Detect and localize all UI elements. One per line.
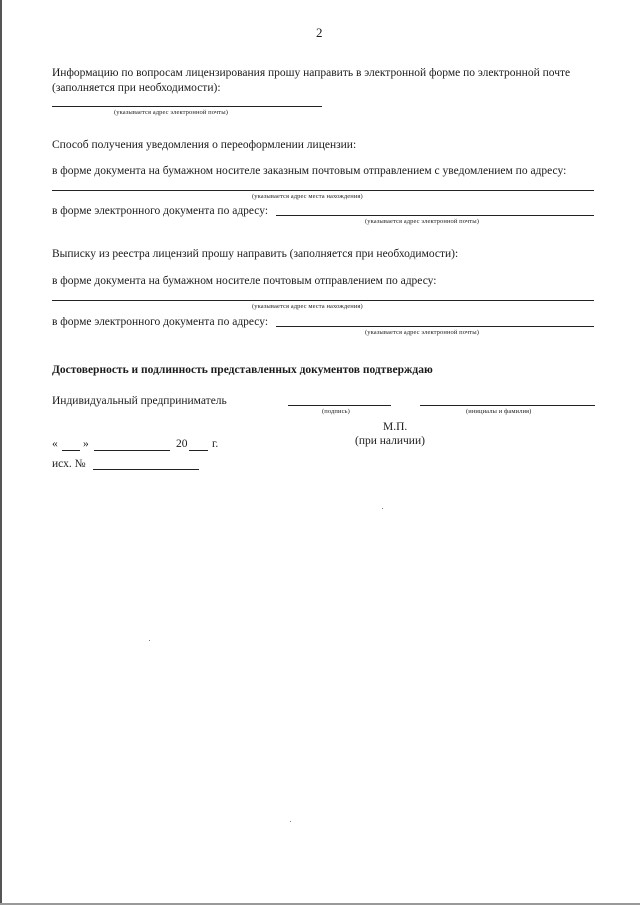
- stamp-note: (при наличии): [355, 435, 425, 447]
- notice-electronic-text: в форме электронного документа по адресу:: [52, 205, 269, 217]
- info-line-1: Информацию по вопросам лицензирования прошу направить в электронной форме по электронной почте: [52, 67, 571, 79]
- date-open-quote: «: [52, 438, 58, 450]
- name-fill-line[interactable]: [420, 405, 595, 406]
- scan-speck: [149, 640, 150, 641]
- signature-caption: (подпись): [322, 408, 350, 415]
- date-day-fill-line[interactable]: [62, 450, 80, 451]
- name-caption: (инициалы и фамилия): [466, 408, 532, 415]
- extract-electronic-text: в форме электронного документа по адресу:: [52, 316, 269, 328]
- page-number: 2: [316, 25, 323, 40]
- notice-address-fill-line[interactable]: [52, 190, 594, 191]
- scan-speck: [382, 508, 383, 509]
- notice-heading: Способ получения уведомления о переоформлении лицензии:: [52, 139, 357, 151]
- entrepreneur-label: Индивидуальный предприниматель: [52, 395, 227, 407]
- info-line-2: (заполняется при необходимости):: [52, 82, 221, 94]
- date-year-fill-line[interactable]: [189, 450, 208, 451]
- date-year-prefix: 20: [176, 438, 188, 450]
- notice-email-fill-line[interactable]: [276, 215, 594, 216]
- scan-edge-left: [0, 0, 2, 905]
- extract-email-fill-line[interactable]: [276, 326, 594, 327]
- notice-location-caption: (указывается адрес места нахождения): [252, 193, 363, 200]
- scan-speck: [290, 821, 291, 822]
- extract-location-caption: (указывается адрес места нахождения): [252, 303, 363, 310]
- notice-paper-text: в форме документа на бумажном носителе заказным почтовым отправлением с уведомлением по адресу:: [52, 165, 567, 177]
- outgoing-number-fill-line[interactable]: [93, 469, 199, 470]
- outgoing-number-label: исх. №: [52, 458, 86, 470]
- date-month-fill-line[interactable]: [94, 450, 170, 451]
- email-fill-line[interactable]: [52, 106, 322, 107]
- notice-email-caption: (указывается адрес электронной почты): [365, 218, 479, 225]
- stamp-label: М.П.: [383, 421, 408, 433]
- date-close-quote: »: [83, 438, 89, 450]
- extract-email-caption: (указывается адрес электронной почты): [365, 329, 479, 336]
- date-year-suffix: г.: [212, 438, 219, 450]
- confirmation-heading: Достоверность и подлинность представленных документов подтверждаю: [52, 364, 433, 376]
- signature-fill-line[interactable]: [288, 405, 391, 406]
- extract-address-fill-line[interactable]: [52, 300, 594, 301]
- email-caption: (указывается адрес электронной почты): [114, 109, 228, 116]
- extract-heading: Выписку из реестра лицензий прошу направить (заполняется при необходимости):: [52, 248, 459, 260]
- extract-paper-text: в форме документа на бумажном носителе почтовым отправлением по адресу:: [52, 275, 437, 287]
